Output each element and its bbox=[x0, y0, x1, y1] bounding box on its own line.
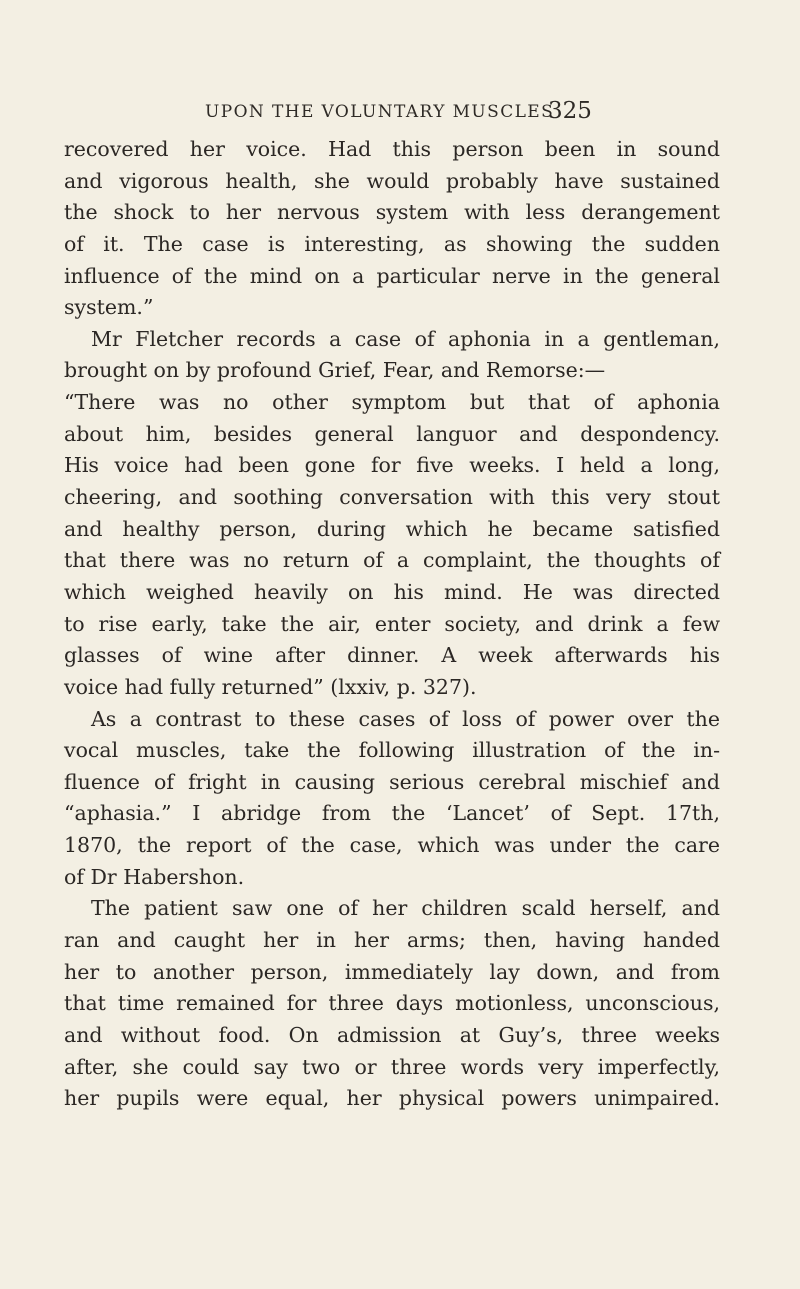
text-line: system.” bbox=[64, 295, 154, 320]
text-line: His voice had been gone for five weeks. I held a long, bbox=[64, 453, 720, 478]
text-line: of Dr Habershon. bbox=[64, 864, 245, 889]
text-line: cheering, and soothing conversation with this very stout bbox=[64, 485, 720, 510]
text-line: voice had fully returned” (lxxiv, p. 327). bbox=[64, 674, 477, 699]
text-line: influence of the mind on a particular nerve in the general bbox=[64, 263, 720, 288]
text-line: and vigorous health, she would probably have sustained bbox=[64, 168, 720, 193]
text-line: after, she could say two or three words very imperfectly, bbox=[64, 1054, 720, 1079]
text-line: glasses of wine after dinner. A week afterwards his bbox=[64, 643, 720, 668]
text-line: to rise early, take the air, enter society, and drink a few bbox=[64, 611, 720, 636]
text-line: her to another person, immediately lay down, and from bbox=[64, 959, 720, 984]
page-header bbox=[0, 94, 800, 134]
text-line: that there was no return of a complaint, the thoughts of bbox=[64, 548, 720, 573]
text-line: 1870, the report of the case, which was under the care bbox=[64, 833, 720, 858]
text-line: recovered her voice. Had this person been in sound bbox=[64, 137, 720, 161]
text-line: and healthy person, during which he became satisfied bbox=[64, 516, 720, 541]
paragraph-start-line: The patient saw one of her children scald herself, and bbox=[91, 896, 720, 921]
text-line: fluence of fright in causing serious cerebral mischief and bbox=[64, 769, 720, 794]
text-line: “There was no other symptom but that of aphonia bbox=[64, 390, 720, 415]
text-line: vocal muscles, take the following illustration of the in- bbox=[64, 738, 720, 763]
page-number: 325 bbox=[548, 98, 592, 124]
text-line: ran and caught her in her arms; then, having handed bbox=[64, 928, 720, 953]
paragraph-start-line: As a contrast to these cases of loss of power over the bbox=[91, 706, 720, 731]
text-line: the shock to her nervous system with less derangement bbox=[64, 200, 720, 225]
text-line: about him, besides general languor and despondency. bbox=[64, 421, 720, 446]
text-line: of it. The case is interesting, as showing the sudden bbox=[64, 231, 720, 256]
text-line: “aphasia.” I abridge from the ‘Lancet’ of Sept. 17th, bbox=[64, 801, 720, 826]
body-text bbox=[64, 134, 720, 1115]
text-line: her pupils were equal, her physical powers unimpaired. bbox=[64, 1086, 720, 1111]
text-line: brought on by profound Grief, Fear, and Remorse:— bbox=[64, 358, 606, 383]
paragraph-start-line: Mr Fletcher records a case of aphonia in a gentleman, bbox=[91, 326, 720, 351]
text-line: and without food. On admission at Guy’s, three weeks bbox=[64, 1022, 720, 1047]
running-head: UPON THE VOLUNTARY MUSCLES bbox=[205, 102, 555, 122]
text-line: that time remained for three days motionless, unconscious, bbox=[64, 991, 720, 1016]
text-line: which weighed heavily on his mind. He was directed bbox=[64, 579, 720, 604]
